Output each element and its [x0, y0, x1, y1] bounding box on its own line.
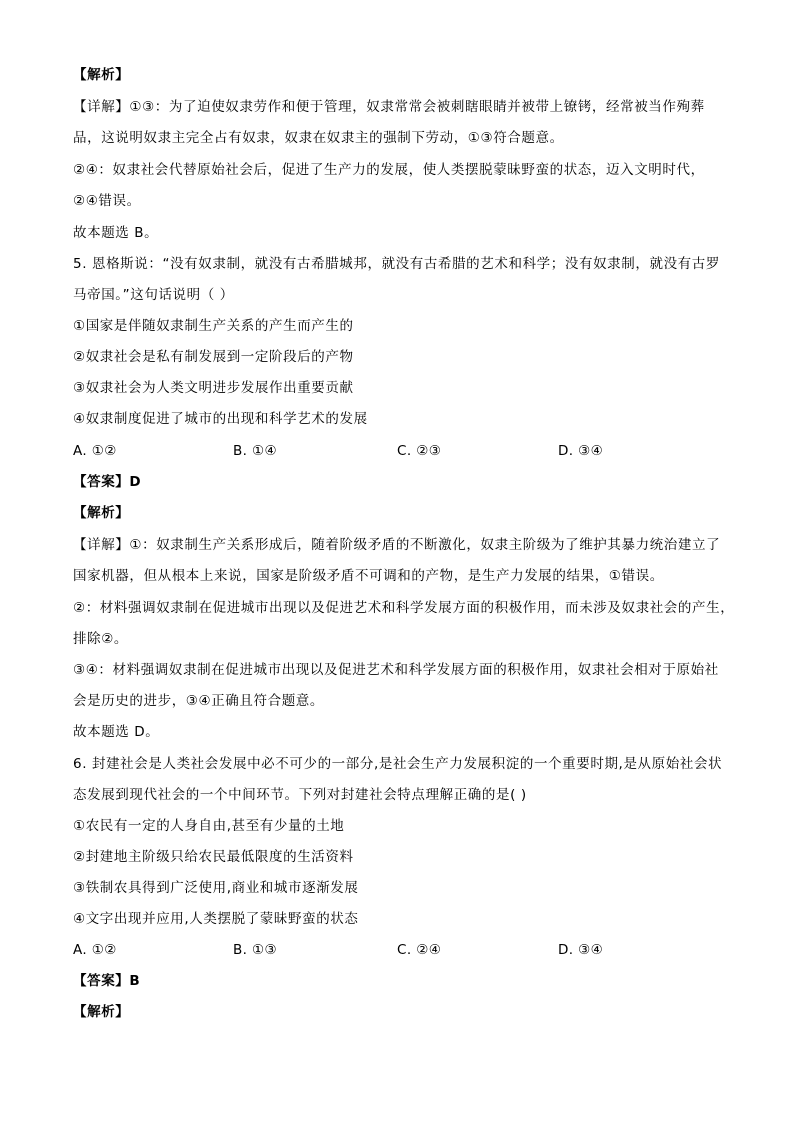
- option-c: C. ②③: [397, 443, 442, 459]
- option-d: D. ③④: [558, 942, 604, 958]
- detail-paragraph-line: ②：材料强调奴隶制在促进城市出现以及促进艺术和科学发展方面的积极作用，而未涉及奴隶社会的产生，: [73, 600, 735, 616]
- analysis-heading: 【解析】: [73, 505, 130, 521]
- detail-paragraph-line: 会是历史的进步，③④正确且符合题意。: [73, 693, 325, 709]
- option-a: A. ①②: [73, 942, 117, 958]
- answer-heading: 【答案】B: [73, 973, 141, 989]
- option-a: A. ①②: [73, 443, 117, 459]
- analysis-heading: 【解析】: [73, 1004, 130, 1020]
- detail-paragraph-line: 品，这说明奴隶主完全占有奴隶，奴隶在奴隶主的强制下劳动，①③符合题意。: [73, 130, 564, 146]
- detail-paragraph-line: ②④错误。: [73, 193, 141, 209]
- question-6-statement: ②封建地主阶级只给农民最低限度的生活资料: [73, 849, 354, 865]
- option-b: B. ①④: [233, 443, 278, 459]
- question-6-statement: ①农民有一定的人身自由,甚至有少量的土地: [73, 818, 345, 834]
- detail-paragraph-line: 【详解】①：奴隶制生产关系形成后，随着阶级矛盾的不断激化，奴隶主阶级为了维护其暴力统治建立了: [73, 537, 721, 553]
- detail-paragraph-line: 【详解】①③：为了迫使奴隶劳作和便于管理，奴隶常常会被刺瞎眼睛并被带上镣铐，经常被当作殉葬: [73, 99, 705, 115]
- question-5-statement: ④奴隶制度促进了城市的出现和科学艺术的发展: [73, 411, 368, 427]
- question-5-stem: 马帝国。”这句话说明（ ）: [73, 287, 234, 303]
- question-5-statement: ②奴隶社会是私有制发展到一定阶段后的产物: [73, 349, 354, 365]
- question-6-statement: ④文字出现并应用,人类摆脱了蒙昧野蛮的状态: [73, 911, 359, 927]
- detail-paragraph-line: ③④：材料强调奴隶制在促进城市出现以及促进艺术和科学发展方面的积极作用，奴隶社会相对于原始社: [73, 662, 719, 678]
- conclusion-line: 故本题选 D。: [73, 724, 160, 740]
- question-6-statement: ③铁制农具得到广泛使用,商业和城市逐渐发展: [73, 880, 359, 896]
- detail-paragraph-line: ②④：奴隶社会代替原始社会后，促进了生产力的发展，使人类摆脱蒙昧野蛮的状态，迈入文明时代，: [73, 162, 705, 178]
- question-6-stem: 6. 封建社会是人类社会发展中必不可少的一部分,是社会生产力发展积淀的一个重要时期,是从原始社会状: [73, 756, 723, 772]
- question-5-statement: ①国家是伴随奴隶制生产关系的产生而产生的: [73, 318, 354, 334]
- question-5-stem: 5. 恩格斯说：“没有奴隶制，就没有古希腊城邦，就没有古希腊的艺术和科学；没有奴隶制，就没有古罗: [73, 256, 720, 272]
- question-6-options: [73, 942, 733, 958]
- analysis-heading: 【解析】: [73, 67, 130, 83]
- question-5-statement: ③奴隶社会为人类文明进步发展作出重要贡献: [73, 380, 354, 396]
- conclusion-line: 故本题选 B。: [73, 225, 159, 241]
- detail-paragraph-line: 国家机器，但从根本上来说，国家是阶级矛盾不可调和的产物，是生产力发展的结果，①错误。: [73, 568, 664, 584]
- question-6-stem: 态发展到现代社会的一个中间环节。下列对封建社会特点理解正确的是( ): [73, 787, 527, 803]
- option-d: D. ③④: [558, 443, 604, 459]
- detail-paragraph-line: 排除②。: [73, 631, 129, 647]
- answer-heading: 【答案】D: [73, 474, 142, 490]
- question-5-options: [73, 443, 733, 459]
- option-b: B. ①③: [233, 942, 278, 958]
- option-c: C. ②④: [397, 942, 442, 958]
